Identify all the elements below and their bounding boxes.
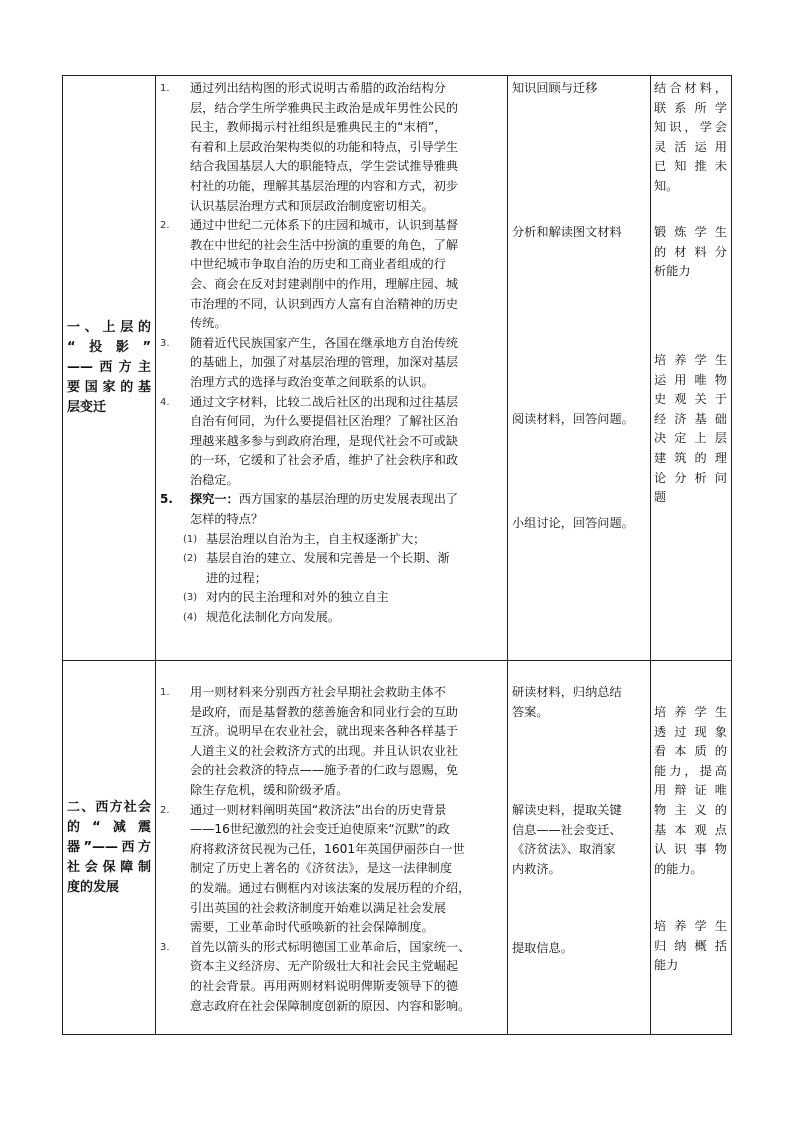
sub-item: (4) 规范化法制化方向发展。 [183,610,341,625]
section-title: 一、上层的 “投影” ——西方主 要国家的基 层变迁 [67,320,151,415]
activity-text: 提取信息。 [512,941,573,955]
goal-text: 培养学生 运用唯物 史观关于 经济基础 决定上层 建筑的理 论分析问 题 [654,353,727,505]
table-row [63,76,732,661]
goal-text: 培养学生 归纳概括 能力 [654,919,727,973]
activity-text: 研读材料，归纳总结 答案。 [512,685,622,719]
student-activity-cell [508,661,651,1035]
activity-text: 解读史料，提取关键 信息——社会变迁、 《济贫法》、取消家 内救济。 [512,803,622,876]
goal-text: 锻炼学生 的材料分 析能力 [654,225,727,279]
activity-text: 小组讨论，回答问题。 [512,516,634,530]
sub-item: (2) 基层自治的建立、发展和完善是一个长期、渐 进的过程； [183,551,450,585]
list-item: 5. 探究一：西方国家的基层治理的历史发展表现出了 怎样的特点？ [160,492,459,527]
section-title-cell [63,76,156,661]
teaching-process-cell [156,661,508,1035]
teaching-process-cell [156,76,508,661]
list-item: 2. 通过一则材料阐明英国“救济法”出台的历史背景 ——16世纪激烈的社会变迁迫使原来“沉默”的政 府将救济贫民视为己任，1601年英国伊丽莎白一世 制定了历史上著名的《济贫法》，是这一法律制度 的发端。通过右侧框内对该法案的发展历程的介绍， 引出英国的社会救济制度开始难以满足社会发展 需要，工业革命时代亟唤新的社会保障制度。 [160,802,471,935]
list-item: 3. 首先以箭头的形式标明德国工业革命后，国家统一、 资本主义经济房、无产阶级壮大和社会民主党崛起 的社会背景。再用两则材料说明俾斯麦领导下的德 意志政府在社会保障制度创新的原因、内容和影响。 [160,939,471,1013]
activity-text: 阅读材料，回答问题。 [512,412,634,426]
list-item: 3. 随着近代民族国家产生，各国在继承地方自治传统 的基础上，加强了对基层治理的管理，加深对基层 治理方式的选择与政治变革之间联系的认识。 [160,335,459,389]
goal-text: 培养学生 透过现象 看本质的 能力，提高 用辩证唯 物主义的 基本观点 认识事物 的能力。 [654,705,727,876]
design-intent-cell [651,76,732,661]
list-item: 1. 通过列出结构图的形式说明古希腊的政治结构分 层，结合学生所学雅典民主政治是成年男性公民的 民主，教师揭示村社组织是雅典民主的“末梢”， 有着和上层政治架构类似的功能和特点，引导学生 结合我国基层人大的职能特点，学生尝试推导雅典 村社的功能，理解其基层治理的内容和方式，初步 认识基层治理方式和顶层政治制度密切相关。 [160,81,459,213]
activity-text: 知识回顾与迁移 [512,81,598,95]
sub-item: (3) 对内的民主治理和对外的独立自主 [183,590,389,605]
list-item: 1. 用一则材料来分别西方社会早期社会救助主体不 是政府，而是基督教的慈善施舍和同业行会的互助 互济。说明早在农业社会，就出现来各种各样基于 人道主义的社会救济方式的出现。并且认识农业社 会的社会救济的特点——施予者的仁政与恩赐，免 除生存危机，缓和阶级矛盾。 [160,685,459,797]
section-title-cell [63,661,156,1035]
design-intent-cell [651,661,732,1035]
list-item: 2. 通过中世纪二元体系下的庄园和城市，认识到基督 教在中世纪的社会生活中扮演的重要的角色，了解 中世纪城市争取自治的历史和工商业者组成的行 会、商会在反对封建剥削中的作用，理解庄园、城 市治理的不同，认识到西方人富有自治精神的历史 传统。 [160,218,459,331]
table-row [63,661,732,1035]
activity-text: 分析和解读图文材料 [512,225,622,239]
list-item: 4. 通过文字材料，比较二战后社区的出现和过往基层 自治有何同，为什么要提倡社区治理？了解社区治 理越来越多参与到政府治理，是现代社会不可或缺 的一环，它缓和了社会矛盾，维护了社会秩序和政 治稳定。 [160,394,459,487]
student-activity-cell [508,76,651,661]
section-title: 二、西方社会 的“减震 器”——西方 社会保障制 度的发展 [67,799,151,895]
goal-text: 结合材料， 联系所学 知识，学会 灵活运用 已知推未 知。 [654,81,727,193]
lesson-plan-table [62,75,732,1035]
sub-item: (1) 基层治理以自治为主，自主权逐渐扩大； [183,531,426,546]
